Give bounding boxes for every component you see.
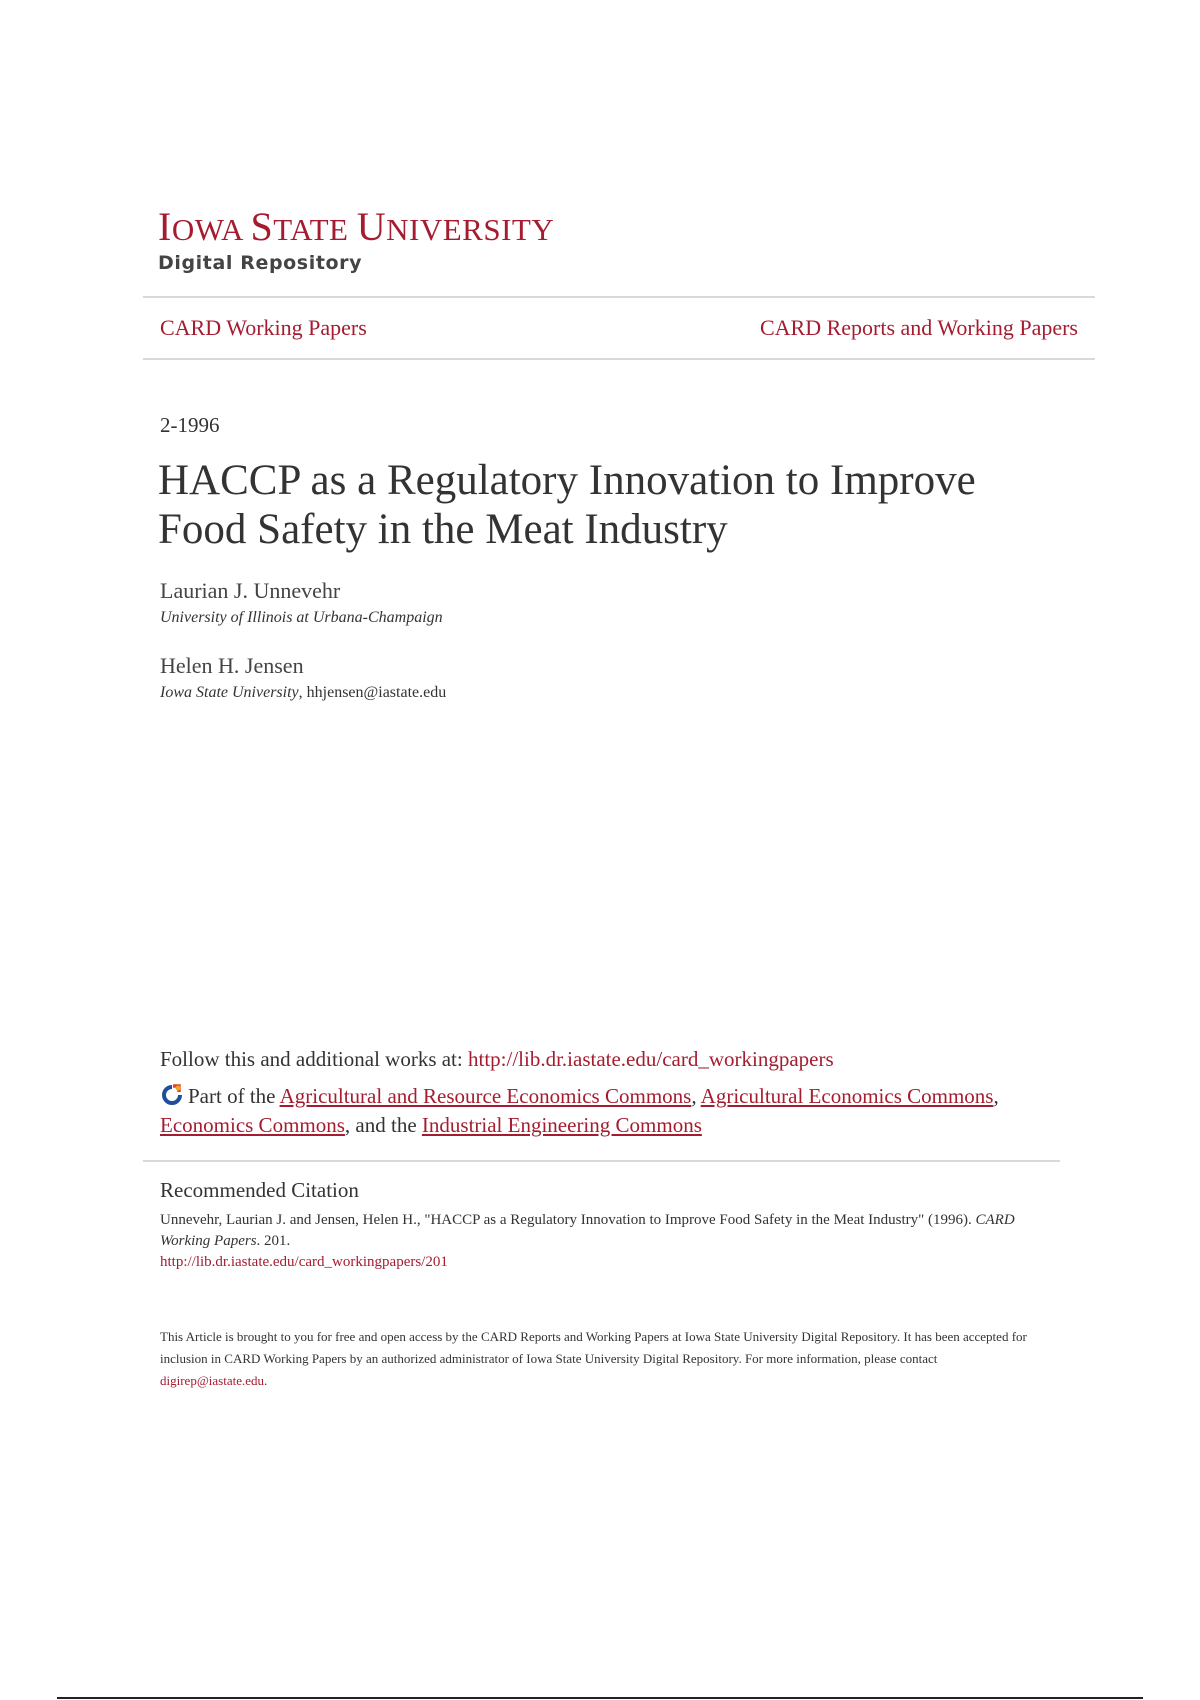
citation-url-link[interactable]: http://lib.dr.iastate.edu/card_workingpapers/201 [160, 1254, 448, 1270]
author-name: Helen H. Jensen [160, 653, 304, 678]
recommended-citation-heading: Recommended Citation [160, 1178, 359, 1202]
citation-text: Unnevehr, Laurian J. and Jensen, Helen H., "HACCP as a Regulatory Innovation to Improve Food Safety in the Meat Industry" (1996). CARD Working Papers. 201. http://lib.dr.iastate.edu/card_workingpapers/201 [160, 1212, 1015, 1270]
commons-link[interactable]: Agricultural and Resource Economics Commons [279, 1084, 692, 1108]
header-top-rule [143, 296, 1095, 298]
follow-url-link[interactable]: http://lib.dr.iastate.edu/card_workingpapers [467, 1047, 834, 1071]
author-name: Laurian J. Unnevehr [160, 578, 341, 603]
nav-card-working-papers-link[interactable]: CARD Working Papers [160, 315, 367, 340]
commons-link[interactable]: Industrial Engineering Commons [421, 1113, 702, 1137]
contact-email-link[interactable]: digirep@iastate.edu [160, 1373, 265, 1388]
logo-subtitle: Digital Repository [158, 252, 363, 274]
author-email[interactable]: hhjensen@iastate.edu [306, 684, 447, 701]
logo-wordmark: IOWA STATE UNIVERSITY [158, 204, 555, 249]
header-bottom-rule [143, 358, 1095, 360]
access-notice: This Article is brought to you for free and open access by the CARD Reports and Working Papers at Iowa State University Digital Repository. It has been accepted for inclusion in CARD Working Papers by an authorized administrator of Iowa State University Digital Repository. For more information, please contact digirep@iastate.edu. [160, 1329, 1027, 1388]
part-of-commons: Part of the Agricultural and Resource Economics Commons, Agricultural Economics Commons, Economics Commons, and the Industrial Engineering Commons [160, 1084, 999, 1137]
author-affiliation: Iowa State University, hhjensen@iastate.edu [160, 684, 447, 701]
paper-title: HACCP as a Regulatory Innovation to Improve Food Safety in the Meat Industry [158, 457, 976, 553]
publication-date: 2-1996 [160, 413, 220, 437]
network-commons-icon [160, 1084, 184, 1106]
citation-rule [143, 1160, 1060, 1162]
commons-link[interactable]: Economics Commons [160, 1113, 345, 1137]
university-logo[interactable] [158, 205, 554, 274]
nav-card-reports-link[interactable]: CARD Reports and Working Papers [759, 315, 1078, 340]
follow-line: Follow this and additional works at: http://lib.dr.iastate.edu/card_workingpapers [160, 1047, 834, 1071]
page-bottom-rule [57, 1697, 1143, 1699]
commons-link[interactable]: Agricultural Economics Commons [700, 1084, 994, 1108]
author-affiliation: University of Illinois at Urbana-Champaign [160, 609, 443, 626]
